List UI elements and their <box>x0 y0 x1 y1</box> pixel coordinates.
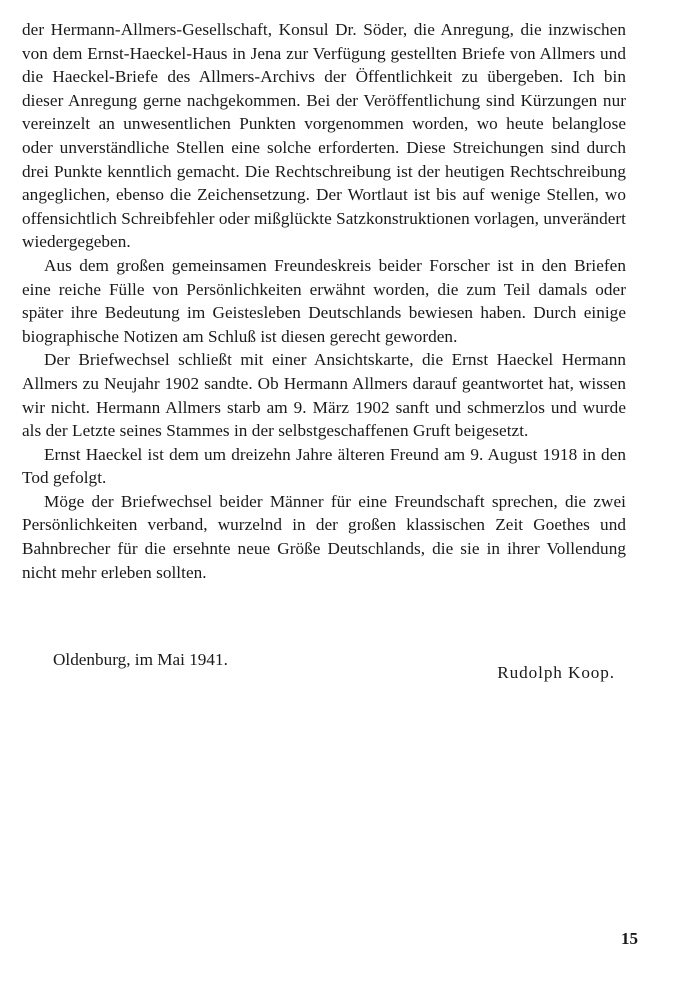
paragraph-schlusswort: Möge der Briefwechsel beider Männer für eine Freundschaft sprechen, die zwei Persönlichkeiten verband, wurzelnd in der großen klassischen Zeit Goethes und Bahnbrecher für die ersehnte neue Größe Deutschlands, die sie in ihrer Vollendung nicht mehr erleben sollten. <box>22 491 626 582</box>
paragraph-continuation: der Hermann-Allmers-Gesellschaft, Konsul Dr. Söder, die Anregung, die inzwischen von dem Ernst-Haeckel-Haus in Jena zur Verfügung gestellten Briefe von Allmers und die Haeckel-Briefe des Allmers-Archivs der Öffentlichkeit zu übergeben. Ich bin dieser Anregung gerne nachgekommen. Bei der Veröffentlichung sind Kürzungen nur vereinzelt an unwesentlichen Punkten vorgenommen worden, wo heute belanglose oder unverständliche Stellen eine solche erforderten. Diese Streichungen sind durch drei Punkte kenntlich gemacht. Die Rechtschreibung ist der heutigen Rechtschreibung angeglichen, ebenso die Zeichensetzung. Der Wortlaut ist bis auf wenige Stellen, wo offensichtlich Schreibfehler oder mißglückte Satzkonstruktionen vorlagen, unverändert wiedergegeben. <box>22 20 626 252</box>
body-text <box>22 18 626 584</box>
author-signature: Rudolph Koop. <box>497 663 615 682</box>
paragraph-freundeskreis: Aus dem großen gemeinsamen Freundeskreis beider Forscher ist in den Briefen eine reiche Fülle von Persönlichkeiten erwähnt worden, die zum Teil damals oder später ihre Bedeutung im Geistesleben Deutschlands bewiesen haben. Durch einige biographische Notizen am Schluß ist diesen gerecht geworden. <box>22 255 626 346</box>
page-number: 15 <box>621 929 638 948</box>
place-date: Oldenburg, im Mai 1941. <box>53 650 228 669</box>
paragraph-briefwechsel-schluss: Der Briefwechsel schließt mit einer Ansichtskarte, die Ernst Haeckel Hermann Allmers zu Neujahr 1902 sandte. Ob Hermann Allmers darauf geantwortet hat, wissen wir nicht. Hermann Allmers starb am 9. März 1902 sanft und schmerzlos und wurde als der Letzte seines Stammes in der selbstgeschaffenen Gruft beigesetzt. <box>22 350 626 441</box>
paragraph-haeckel-tod: Ernst Haeckel ist dem um dreizehn Jahre älteren Freund am 9. August 1918 in den Tod gefolgt. <box>22 444 626 488</box>
